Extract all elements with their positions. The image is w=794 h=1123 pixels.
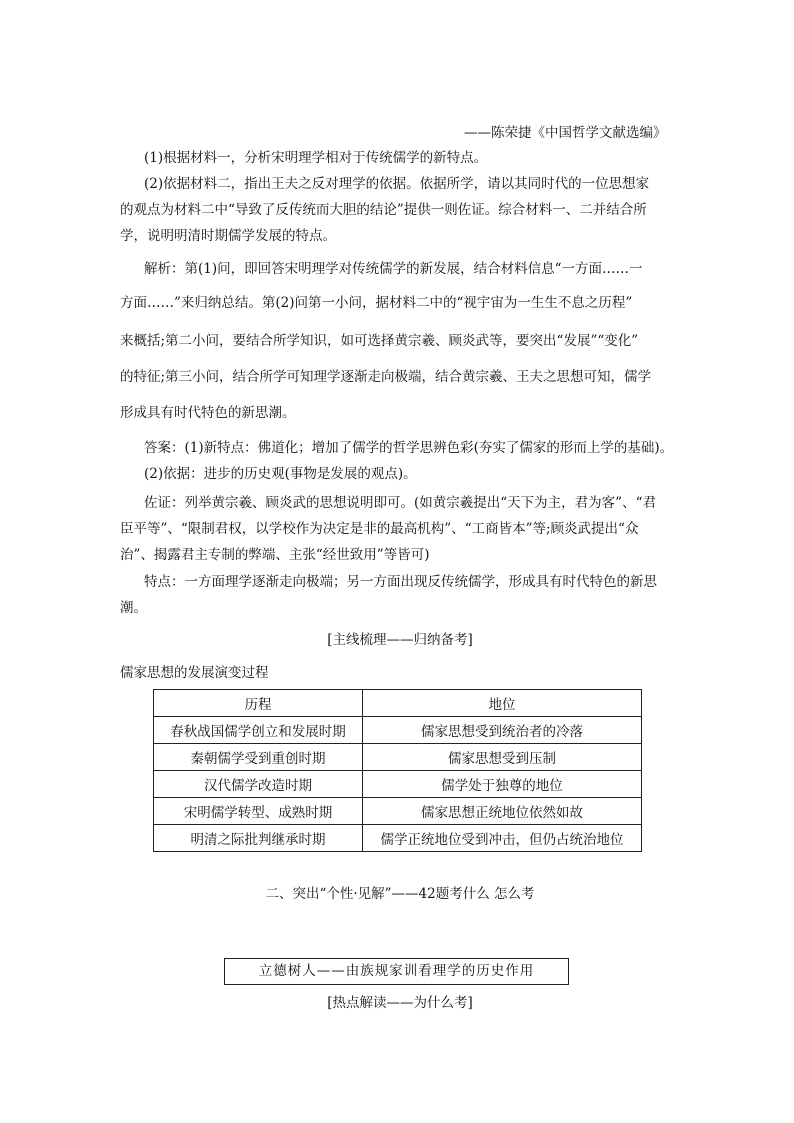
status-cell: 儒家思想受到统治者的冷落 (363, 717, 642, 744)
header-stage: 历程 (154, 690, 363, 717)
table-row (154, 717, 642, 744)
analysis-line-3: 来概括;第二小问，要结合所学知识，如可选择黄宗羲、顾炎武等，要突出“发展”“变化” (120, 333, 639, 349)
table-caption: 儒家思想的发展演变过程 (120, 665, 269, 681)
status-cell: 儒学处于独尊的地位 (363, 771, 642, 798)
answer-line-1: 答案：(1)新特点：佛道化；增加了儒学的哲学思辨色彩(夯实了儒家的形而上学的基础)。 (144, 440, 674, 456)
question-2-line-2: 的观点为材料二中“导致了反传统而大胆的结论”提供一则佐证。综合材料一、二并结合所 (120, 202, 647, 218)
stage-cell: 宋明儒学转型、成熟时期 (154, 798, 363, 825)
question-2-line-1: (2)依据材料二，指出王夫之反对理学的依据。依据所学，请以其同时代的一位思想家 (144, 176, 650, 192)
boxed-topic-title: 立德树人——由族规家训看理学的历史作用 (224, 958, 569, 985)
section-heading: [主线梳理——归纳备考] (327, 632, 473, 648)
header-status: 地位 (363, 690, 642, 717)
table-row (154, 798, 642, 825)
table-row (154, 744, 642, 771)
answer-line-7: 潮。 (120, 600, 147, 616)
stage-cell: 汉代儒学改造时期 (154, 771, 363, 798)
source-citation: ——陈荣捷《中国哲学文献选编》 (464, 125, 667, 141)
table-row (154, 771, 642, 798)
answer-line-6: 特点：一方面理学逐渐走向极端；另一方面出现反传统儒学，形成具有时代特色的新思 (144, 574, 657, 590)
analysis-line-4: 的特征;第三小问，结合所学可知理学逐渐走向极端，结合黄宗羲、王夫之思想可知，儒学 (120, 369, 652, 385)
analysis-line-5: 形成具有时代特色的新思潮。 (120, 405, 296, 421)
answer-line-4: 臣平等”、“限制君权，以学校作为决定是非的最高机构”、“工商皆本”等;顾炎武提出“众 (120, 521, 639, 537)
analysis-line-1: 解析：第(1)问，即回答宋明理学对传统儒学的新发展，结合材料信息“一方面……一 (144, 261, 643, 277)
question-1: (1)根据材料一，分析宋明理学相对于传统儒学的新特点。 (144, 150, 488, 166)
status-cell: 儒学正统地位受到冲击，但仍占统治地位 (363, 825, 642, 852)
analysis-line-2: 方面……”来归纳总结。第(2)问第一小问，据材料二中的“视宇宙为一生生不息之历程” (120, 295, 633, 311)
stage-cell: 春秋战国儒学创立和发展时期 (154, 717, 363, 744)
status-cell: 儒家思想受到压制 (363, 744, 642, 771)
table-header-row (154, 690, 642, 717)
question-2-line-3: 学，说明明清时期儒学发展的特点。 (120, 228, 336, 244)
answer-line-5: 治”、揭露君主专制的弊端、主张“经世致用”等皆可) (120, 547, 430, 563)
table-row (154, 825, 642, 852)
stage-cell: 秦朝儒学受到重创时期 (154, 744, 363, 771)
answer-line-2: (2)依据：进步的历史观(事物是发展的观点)。 (144, 466, 417, 482)
hot-topic-heading: [热点解读——为什么考] (327, 995, 473, 1011)
status-cell: 儒家思想正统地位依然如故 (363, 798, 642, 825)
development-table (153, 689, 642, 852)
stage-cell: 明清之际批判继承时期 (154, 825, 363, 852)
answer-line-3: 佐证：列举黄宗羲、顾炎武的思想说明即可。(如黄宗羲提出“天下为主，君为客”、“君 (144, 495, 656, 511)
part-heading: 二、突出“个性·见解”——42题考什么 怎么考 (265, 886, 535, 902)
